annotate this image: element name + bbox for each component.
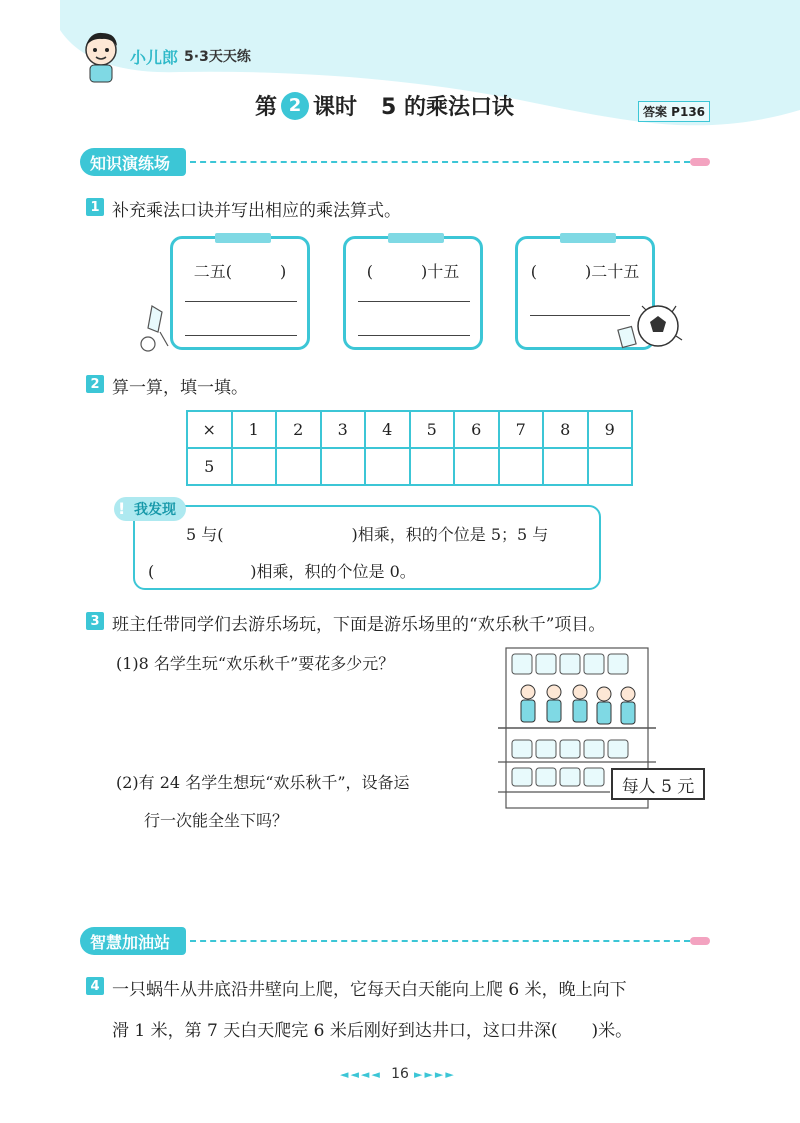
answer-cell[interactable] bbox=[232, 448, 277, 485]
soccer-ball-icon bbox=[616, 302, 686, 354]
question-2-number: 2 bbox=[86, 375, 104, 393]
right-arrows-icon: ►►►► bbox=[414, 1068, 456, 1081]
answer-cell[interactable] bbox=[410, 448, 455, 485]
question-3-part-2-line-1: (2)有 24 名学生想玩“欢乐秋千”，设备运 bbox=[116, 773, 410, 792]
multiplication-table bbox=[186, 410, 633, 486]
table-cell: 6 bbox=[454, 411, 499, 448]
answer-cell[interactable] bbox=[588, 448, 633, 485]
discovery-tag: 我发现 bbox=[114, 497, 186, 521]
section-divider bbox=[190, 161, 690, 163]
question-4-line-1: 一只蜗牛从井底沿井壁向上爬，它每天白天能向上爬 6 米，晚上向下 bbox=[112, 980, 627, 1000]
answer-cell[interactable] bbox=[365, 448, 410, 485]
question-3-text: 班主任带同学们去游乐场玩，下面是游乐场里的“欢乐秋千”项目。 bbox=[112, 615, 606, 635]
card-clip-icon bbox=[215, 233, 271, 243]
table-cell: 8 bbox=[543, 411, 588, 448]
formula-card-1 bbox=[170, 236, 310, 350]
section-practice bbox=[80, 148, 710, 176]
table-cell: 3 bbox=[321, 411, 366, 448]
table-cell: 2 bbox=[276, 411, 321, 448]
card-1-rhyme: 二五( ) bbox=[193, 262, 287, 281]
lesson-title bbox=[255, 90, 514, 121]
question-3-number: 3 bbox=[86, 612, 104, 630]
answer-cell[interactable] bbox=[321, 448, 366, 485]
left-arrows-icon: ◄◄◄◄ bbox=[340, 1068, 382, 1081]
question-3-part-2-line-2: 行一次能全坐下吗？ bbox=[144, 811, 289, 830]
question-3-part-1: (1)8 名学生玩“欢乐秋千”要花多少元？ bbox=[116, 654, 395, 673]
lesson-topic: 5 的乘法口诀 bbox=[381, 95, 514, 120]
toy-figure-icon bbox=[138, 302, 178, 354]
table-cell: 4 bbox=[365, 411, 410, 448]
price-sign: 每人 5 元 bbox=[611, 768, 705, 800]
table-row bbox=[187, 448, 632, 485]
question-1-text: 补充乘法口诀并写出相应的乘法算式。 bbox=[112, 201, 401, 221]
exclamation-icon: ! bbox=[118, 499, 126, 518]
table-cell: 5 bbox=[410, 411, 455, 448]
section-challenge-label: 智慧加油站 bbox=[80, 927, 186, 955]
lesson-number-badge: 2 bbox=[281, 92, 309, 120]
answer-line[interactable] bbox=[185, 301, 297, 302]
table-cell: 7 bbox=[499, 411, 544, 448]
card-3-rhyme: ( )二十五 bbox=[530, 262, 640, 281]
question-2-text: 算一算，填一填。 bbox=[112, 378, 248, 398]
discovery-line-2: ( )相乘，积的个位是 0。 bbox=[148, 562, 416, 581]
answer-line[interactable] bbox=[358, 301, 470, 302]
table-cell: 1 bbox=[232, 411, 277, 448]
card-2-rhyme: ( )十五 bbox=[366, 262, 460, 281]
brand bbox=[78, 28, 251, 84]
answer-line[interactable] bbox=[185, 335, 297, 336]
lesson-suffix: 课时 bbox=[313, 95, 358, 120]
table-cell: × bbox=[187, 411, 232, 448]
section-divider bbox=[190, 940, 690, 942]
answer-cell[interactable] bbox=[276, 448, 321, 485]
card-clip-icon bbox=[560, 233, 616, 243]
question-4-number: 4 bbox=[86, 977, 104, 995]
lesson-prefix: 第 bbox=[255, 95, 278, 120]
page-number: 16 bbox=[391, 1066, 409, 1082]
answer-line[interactable] bbox=[530, 315, 630, 316]
table-cell: 9 bbox=[588, 411, 633, 448]
answer-cell[interactable] bbox=[543, 448, 588, 485]
brand-series: 5·3天天练 bbox=[184, 49, 251, 65]
question-4-line-2: 滑 1 米，第 7 天白天爬完 6 米后刚好到达井口，这口井深( )米。 bbox=[112, 1021, 633, 1041]
formula-card-2 bbox=[343, 236, 483, 350]
section-practice-label: 知识演练场 bbox=[80, 148, 186, 176]
answer-cell[interactable] bbox=[454, 448, 499, 485]
section-challenge bbox=[80, 927, 710, 955]
card-clip-icon bbox=[388, 233, 444, 243]
table-header-row bbox=[187, 411, 632, 448]
discovery-line-1: 5 与( )相乘，积的个位是 5；5 与 bbox=[186, 525, 549, 544]
brand-name: 小儿郎 bbox=[130, 47, 179, 67]
table-row-label: 5 bbox=[187, 448, 232, 485]
answer-reference: 答案 P136 bbox=[638, 101, 710, 122]
mascot-icon bbox=[78, 28, 124, 84]
answer-line[interactable] bbox=[358, 335, 470, 336]
section-end-pill bbox=[690, 937, 710, 945]
section-end-pill bbox=[690, 158, 710, 166]
question-1-number: 1 bbox=[86, 198, 104, 216]
answer-cell[interactable] bbox=[499, 448, 544, 485]
